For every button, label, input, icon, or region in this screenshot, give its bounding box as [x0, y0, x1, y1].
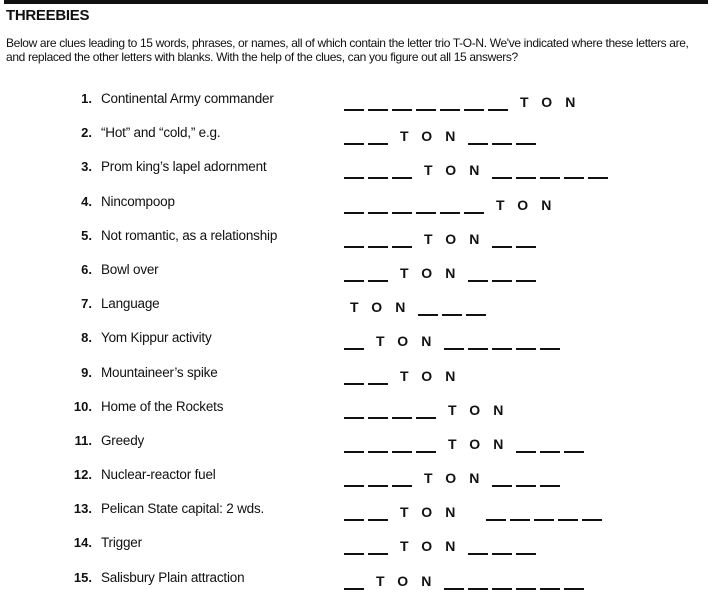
- letter-blank: [344, 202, 364, 214]
- trio-letters: TON: [424, 230, 493, 247]
- clue-text: Yom Kippur activity: [101, 330, 212, 346]
- letter-blank: [392, 236, 412, 248]
- clue-number: 11.: [74, 432, 92, 448]
- letter-blank: [344, 509, 364, 521]
- clue-text: Language: [101, 296, 160, 312]
- clue-number: 8.: [81, 330, 92, 346]
- letter-blank: [516, 441, 536, 453]
- letter-blank: [534, 509, 554, 521]
- clue-text: Pelican State capital: 2 wds.: [101, 501, 265, 517]
- letter-blank: [368, 270, 388, 282]
- letter-blank: [516, 236, 536, 248]
- answer-pattern: [344, 194, 564, 214]
- answer-pattern: [344, 296, 490, 316]
- trio-letters: TON: [400, 538, 469, 555]
- letter-blank: [440, 99, 460, 111]
- letter-blank: [464, 99, 484, 111]
- letter-blank: [444, 578, 464, 590]
- clue-number: 2.: [81, 125, 92, 141]
- clue-list: [0, 83, 714, 596]
- clue-number: 14.: [73, 535, 92, 551]
- clue-text: Mountaineer’s spike: [101, 364, 218, 380]
- clue-number: 15.: [73, 569, 92, 585]
- answer-pattern: [344, 262, 540, 282]
- clue-text: Salisbury Plain attraction: [101, 569, 245, 585]
- trio-letters: TON: [400, 504, 469, 521]
- letter-blank: [368, 543, 388, 555]
- letter-blank: [344, 543, 364, 555]
- letter-blank: [344, 578, 364, 590]
- clue-number: 3.: [81, 159, 92, 175]
- trio-letters: TON: [376, 572, 445, 589]
- letter-blank: [516, 167, 536, 179]
- clue-text: Greedy: [101, 432, 145, 448]
- clue-text: Nuclear-reactor fuel: [101, 467, 216, 483]
- answer-pattern: [344, 501, 606, 521]
- letter-blank: [344, 167, 364, 179]
- letter-blank: [468, 270, 488, 282]
- letter-blank: [492, 133, 512, 145]
- letter-blank: [440, 202, 460, 214]
- clue-number: 9.: [81, 364, 92, 380]
- trio-letters: TON: [448, 401, 517, 418]
- letter-blank: [416, 99, 436, 111]
- letter-blank: [344, 99, 364, 111]
- letter-blank: [344, 236, 364, 248]
- letter-blank: [468, 133, 488, 145]
- clue-row: [0, 562, 714, 596]
- answer-pattern: [344, 228, 540, 248]
- letter-blank: [392, 475, 412, 487]
- letter-blank: [582, 509, 602, 521]
- letter-blank: [468, 578, 488, 590]
- trio-letters: TON: [424, 470, 493, 487]
- letter-blank: [516, 338, 536, 350]
- trio-letters: TON: [400, 264, 469, 281]
- letter-blank: [344, 270, 364, 282]
- letter-blank: [468, 543, 488, 555]
- letter-blank: [392, 407, 412, 419]
- clue-row: [0, 151, 714, 185]
- letter-blank: [492, 578, 512, 590]
- letter-blank: [516, 578, 536, 590]
- trio-letters: TON: [376, 333, 445, 350]
- clue-text: Trigger: [101, 535, 142, 551]
- letter-blank: [540, 338, 560, 350]
- letter-blank: [492, 167, 512, 179]
- clue-text: Nincompoop: [101, 193, 175, 209]
- clue-number: 7.: [81, 296, 92, 312]
- clue-text: Bowl over: [101, 261, 159, 277]
- letter-blank: [368, 202, 388, 214]
- trio-letters: TON: [448, 435, 517, 452]
- clue-number: 1.: [81, 91, 92, 106]
- clue-row: [0, 83, 714, 117]
- letter-blank: [418, 304, 438, 316]
- letter-blank: [368, 509, 388, 521]
- trio-letters: TON: [400, 367, 469, 384]
- answer-pattern: [344, 330, 564, 350]
- letter-blank: [344, 475, 364, 487]
- top-rule: [4, 0, 708, 4]
- trio-letters: TON: [496, 196, 565, 213]
- clue-number: 13.: [73, 501, 92, 517]
- letter-blank: [488, 99, 508, 111]
- clue-number: 5.: [81, 227, 92, 243]
- clue-number: 10.: [73, 398, 92, 414]
- letter-blank: [492, 475, 512, 487]
- clue-row: [0, 425, 714, 459]
- letter-blank: [416, 202, 436, 214]
- letter-blank: [442, 304, 462, 316]
- letter-blank: [558, 509, 578, 521]
- answer-pattern: [344, 159, 612, 179]
- clue-text: Not romantic, as a relationship: [101, 227, 278, 243]
- letter-blank: [416, 441, 436, 453]
- answer-pattern: [344, 125, 540, 145]
- letter-blank: [540, 441, 560, 453]
- letter-blank: [564, 578, 584, 590]
- letter-blank: [392, 202, 412, 214]
- trio-letters: TON: [424, 162, 493, 179]
- letter-blank: [510, 509, 530, 521]
- clue-number: 12.: [73, 467, 92, 483]
- letter-blank: [368, 236, 388, 248]
- letter-blank: [344, 441, 364, 453]
- clue-row: [0, 220, 714, 254]
- letter-blank: [392, 441, 412, 453]
- letter-blank: [492, 236, 512, 248]
- letter-blank: [516, 475, 536, 487]
- letter-blank: [344, 133, 364, 145]
- clue-row: [0, 391, 714, 425]
- answer-pattern: [344, 365, 468, 385]
- letter-blank: [344, 407, 364, 419]
- page-title: THREEBIES: [6, 7, 90, 24]
- trio-letters: TON: [520, 94, 589, 110]
- clue-text: Prom king’s lapel adornment: [101, 159, 267, 175]
- letter-blank: [464, 202, 484, 214]
- answer-pattern: [344, 91, 588, 111]
- letter-blank: [492, 270, 512, 282]
- answer-pattern: [344, 570, 588, 590]
- letter-blank: [588, 167, 608, 179]
- letter-blank: [540, 578, 560, 590]
- letter-blank: [368, 167, 388, 179]
- letter-blank: [368, 133, 388, 145]
- letter-blank: [444, 338, 464, 350]
- intro-text: Below are clues leading to 15 words, phrases, or names, all of which contain the letter trio T-O-N. We've indicated where these letters are, and replaced the other letters with blanks. With the help of the clues, can you figure out all 15 answers?: [6, 36, 689, 64]
- clue-row: [0, 322, 714, 356]
- clue-row: [0, 117, 714, 151]
- letter-blank: [516, 133, 536, 145]
- letter-blank: [492, 338, 512, 350]
- trio-letters: TON: [400, 128, 469, 145]
- clue-row: [0, 459, 714, 493]
- answer-pattern: [344, 433, 588, 453]
- letter-blank: [344, 338, 364, 350]
- clue-text: “Hot” and “cold,” e.g.: [101, 125, 221, 141]
- clue-number: 6.: [81, 261, 92, 277]
- letter-blank: [368, 475, 388, 487]
- answer-pattern: [344, 467, 564, 487]
- letter-blank: [564, 167, 584, 179]
- trio-letters: TON: [350, 299, 419, 316]
- clue-row: [0, 288, 714, 322]
- letter-blank: [564, 441, 584, 453]
- letter-blank: [468, 338, 488, 350]
- letter-blank: [368, 373, 388, 385]
- answer-pattern: [344, 535, 540, 555]
- clue-row: [0, 493, 714, 527]
- clue-text: Home of the Rockets: [101, 398, 224, 414]
- answer-pattern: [344, 399, 516, 419]
- clue-row: [0, 357, 714, 391]
- letter-blank: [392, 167, 412, 179]
- letter-blank: [368, 99, 388, 111]
- letter-blank: [392, 99, 412, 111]
- letter-blank: [344, 373, 364, 385]
- clue-row: [0, 527, 714, 561]
- letter-blank: [540, 475, 560, 487]
- clue-row: [0, 186, 714, 220]
- letter-blank: [516, 270, 536, 282]
- clue-row: [0, 254, 714, 288]
- clue-number: 4.: [81, 193, 92, 209]
- letter-blank: [516, 543, 536, 555]
- letter-blank: [466, 304, 486, 316]
- letter-blank: [368, 407, 388, 419]
- letter-blank: [368, 441, 388, 453]
- letter-blank: [416, 407, 436, 419]
- clue-text: Continental Army commander: [101, 91, 274, 106]
- letter-blank: [486, 509, 506, 521]
- letter-blank: [492, 543, 512, 555]
- letter-blank: [540, 167, 560, 179]
